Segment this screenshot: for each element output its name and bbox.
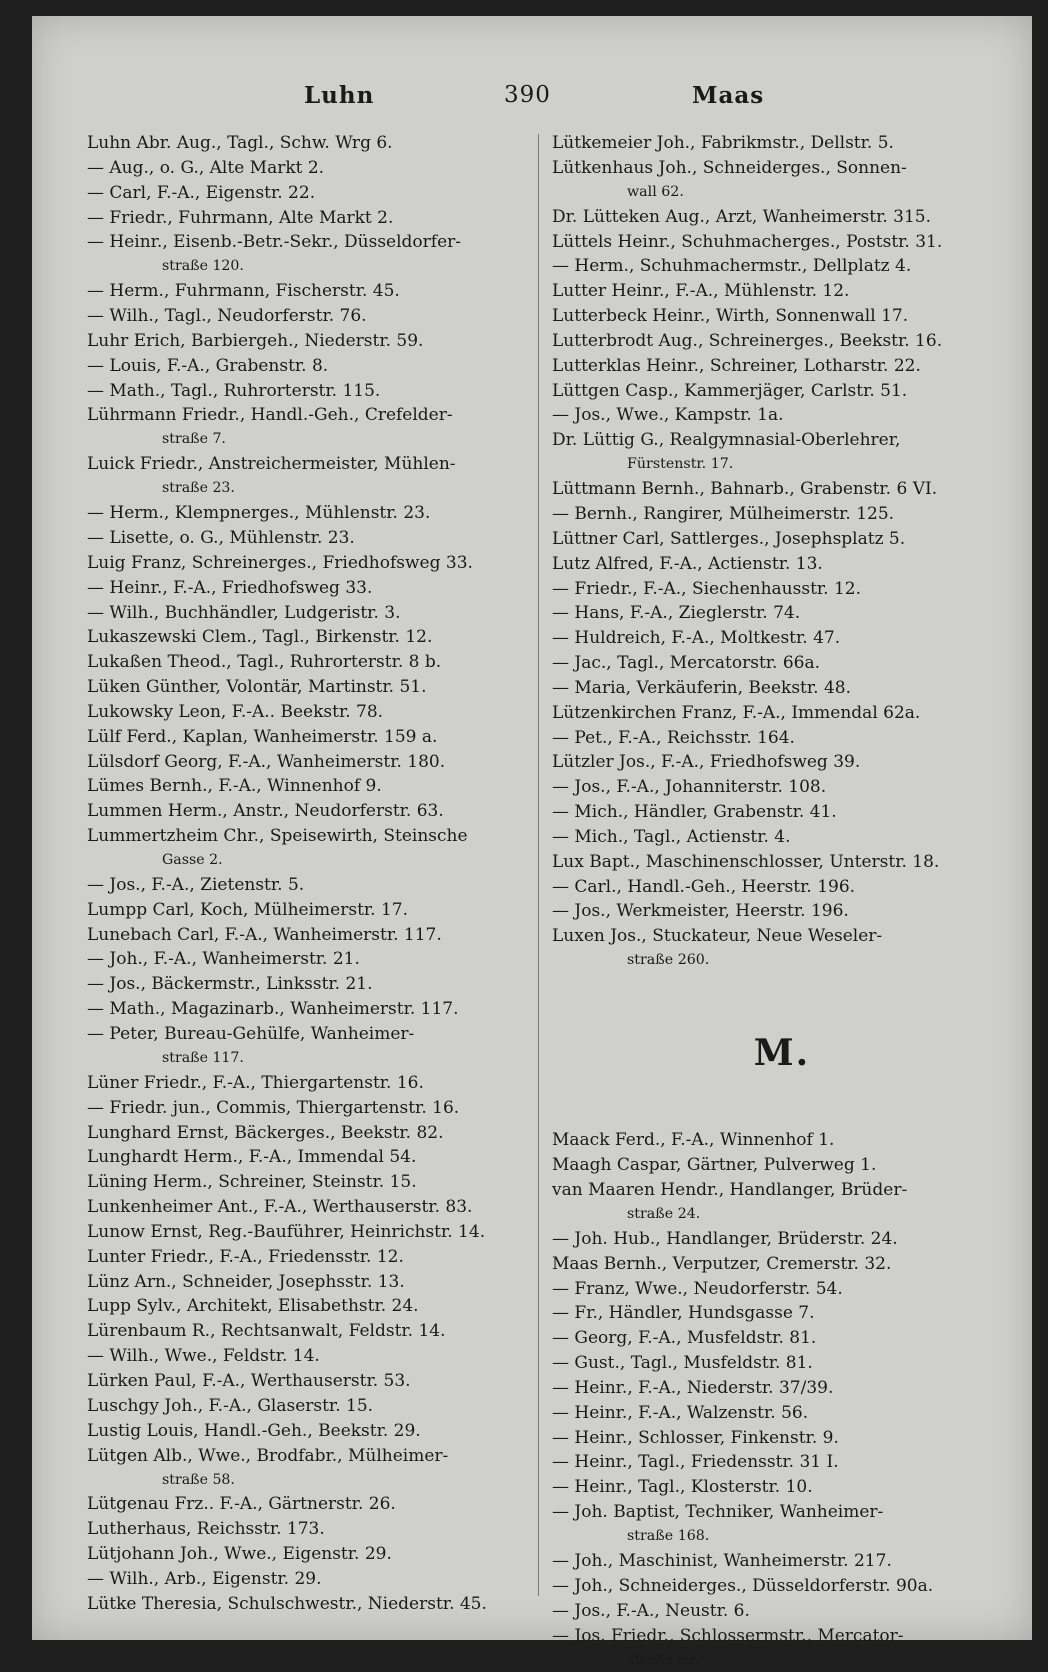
- directory-entry: [87, 1245, 535, 1269]
- entry-line: — Jos. Friedr., Schlossermstr., Mercator-: [552, 1625, 904, 1646]
- entry-line: — Fr., Händler, Hundsgasse 7.: [552, 1303, 815, 1324]
- entry-line: Lunow Ernst, Reg.-Bauführer, Heinrichstr. 14.: [87, 1221, 486, 1242]
- directory-entry: [552, 1128, 1012, 1152]
- entry-line: Lüttner Carl, Sattlerges., Josephsplatz 5.: [552, 528, 906, 549]
- directory-entry: [87, 1170, 535, 1194]
- directory-entry: [552, 1599, 1012, 1623]
- directory-entry: [552, 800, 1012, 824]
- directory-entry: [552, 1351, 1012, 1375]
- directory-entry: [87, 1542, 535, 1566]
- directory-entry: [552, 750, 1012, 774]
- entry-line: — Maria, Verkäuferin, Beekstr. 48.: [552, 677, 851, 698]
- entry-line: — Heinr., F.-A., Friedhofsweg 33.: [87, 577, 373, 598]
- directory-entry: [87, 230, 535, 278]
- directory-entry: [552, 1500, 1012, 1548]
- directory-entry: [87, 947, 535, 971]
- directory-entry: [87, 1121, 535, 1145]
- entry-continuation: straße 58.: [162, 1471, 235, 1488]
- directory-entry: [87, 1022, 535, 1070]
- entry-line: Lümes Bernh., F.-A., Winnenhof 9.: [87, 776, 382, 797]
- directory-entry: [87, 1071, 535, 1095]
- page-number: 390: [504, 82, 551, 108]
- entry-line: Lumpp Carl, Koch, Mülheimerstr. 17.: [87, 899, 408, 920]
- directory-entry: [552, 279, 1012, 303]
- directory-entry: [552, 1450, 1012, 1474]
- entry-line: Lülsdorf Georg, F.-A., Wanheimerstr. 180.: [87, 751, 446, 772]
- entry-line: Lüken Günther, Volontär, Martinstr. 51.: [87, 677, 427, 698]
- entry-line: Lummertzheim Chr., Speisewirth, Steinsche: [87, 826, 468, 847]
- header-right-keyword: Maas: [692, 82, 765, 109]
- directory-entry: [87, 824, 535, 872]
- directory-entry: [87, 1517, 535, 1541]
- entry-line: — Heinr., Tagl., Friedensstr. 31 I.: [552, 1452, 839, 1473]
- entry-line: — Mich., Tagl., Actienstr. 4.: [552, 826, 791, 847]
- directory-entry: [87, 601, 535, 625]
- entry-line: — Carl., Handl.-Geh., Heerstr. 196.: [552, 876, 856, 897]
- directory-entry: [87, 576, 535, 600]
- entry-line: Lutherhaus, Reichsstr. 173.: [87, 1519, 325, 1540]
- entry-line: — Gust., Tagl., Musfeldstr. 81.: [552, 1353, 813, 1374]
- left-column: [87, 131, 535, 1617]
- entry-line: Luick Friedr., Anstreichermeister, Mühlen-: [87, 454, 456, 475]
- directory-entry: [87, 700, 535, 724]
- column-divider: [538, 134, 539, 1596]
- directory-entry: [552, 1153, 1012, 1177]
- entry-line: — Carl, F.-A., Eigenstr. 22.: [87, 182, 316, 203]
- directory-entry: [87, 181, 535, 205]
- directory-entry: [87, 774, 535, 798]
- directory-entry: [552, 1227, 1012, 1251]
- directory-entry: [552, 304, 1012, 328]
- directory-entry: [552, 205, 1012, 229]
- section-letter: M.: [753, 1032, 811, 1075]
- directory-entry: [552, 626, 1012, 650]
- directory-entry: [87, 625, 535, 649]
- directory-entry: [87, 873, 535, 897]
- entry-line: — Joh., F.-A., Wanheimerstr. 21.: [87, 949, 360, 970]
- entry-line: — Lisette, o. G., Mühlenstr. 23.: [87, 527, 355, 548]
- directory-page: [32, 16, 1032, 1668]
- directory-entry: [552, 676, 1012, 700]
- entry-line: — Wilh., Wwe., Feldstr. 14.: [87, 1346, 320, 1367]
- entry-line: Dr. Lütteken Aug., Arzt, Wanheimerstr. 315.: [552, 206, 931, 227]
- directory-entry: [87, 1195, 535, 1219]
- directory-entry: [552, 875, 1012, 899]
- entry-continuation: straße 260.: [627, 952, 710, 969]
- directory-entry: [87, 156, 535, 180]
- directory-entry: [552, 1252, 1012, 1276]
- entry-line: Lutterbeck Heinr., Wirth, Sonnenwall 17.: [552, 306, 909, 327]
- entry-line: Lunghardt Herm., F.-A., Immendal 54.: [87, 1147, 417, 1168]
- entry-line: Luhn Abr. Aug., Tagl., Schw. Wrg 6.: [87, 133, 393, 153]
- entry-line: Lupp Sylv., Architekt, Elisabethstr. 24.: [87, 1296, 419, 1317]
- directory-entry: [552, 1475, 1012, 1499]
- entry-line: — Wilh., Tagl., Neudorferstr. 76.: [87, 306, 367, 327]
- directory-entry: [552, 1326, 1012, 1350]
- entry-line: — Jos., F.-A., Neustr. 6.: [552, 1600, 750, 1621]
- entry-line: Dr. Lüttig G., Realgymnasial-Oberlehrer,: [552, 430, 901, 451]
- directory-entry: [552, 924, 1012, 972]
- directory-entry: [87, 501, 535, 525]
- entry-line: Lukaßen Theod., Tagl., Ruhrorterstr. 8 b.: [87, 652, 442, 673]
- directory-entry: [552, 1178, 1012, 1226]
- header-left-keyword: Luhn: [304, 82, 375, 109]
- directory-entry: [87, 131, 535, 155]
- directory-entry: [552, 477, 1012, 501]
- entry-continuation: straße 117.: [162, 1050, 244, 1066]
- directory-entry: [552, 850, 1012, 874]
- entry-line: — Pet., F.-A., Reichsstr. 164.: [552, 727, 795, 748]
- entry-line: Lührmann Friedr., Handl.-Geh., Crefelder-: [87, 405, 453, 426]
- entry-line: — Jos., Werkmeister, Heerstr. 196.: [552, 901, 849, 922]
- entry-continuation: straße 168.: [627, 1528, 710, 1545]
- directory-entry: [87, 650, 535, 674]
- entry-line: Lutter Heinr., F.-A., Mühlenstr. 12.: [552, 281, 850, 302]
- directory-entry: [552, 403, 1012, 427]
- directory-entry: [552, 775, 1012, 799]
- directory-entry: [552, 601, 1012, 625]
- entry-line: — Mich., Händler, Grabenstr. 41.: [552, 802, 837, 823]
- directory-entry: [552, 577, 1012, 601]
- entry-line: — Joh. Baptist, Techniker, Wanheimer-: [552, 1502, 884, 1523]
- directory-entry: [552, 329, 1012, 353]
- entry-line: Luig Franz, Schreinerges., Friedhofsweg 33.: [87, 552, 473, 573]
- directory-entry: [87, 1145, 535, 1169]
- directory-entry: [87, 923, 535, 947]
- directory-entry: [87, 279, 535, 303]
- entry-line: Lütkemeier Joh., Fabrikmstr., Dellstr. 5.: [552, 133, 894, 153]
- entry-line: Luschgy Joh., F.-A., Glaserstr. 15.: [87, 1395, 374, 1416]
- entry-line: — Joh. Hub., Handlanger, Brüderstr. 24.: [552, 1228, 898, 1249]
- entry-line: Luxen Jos., Stuckateur, Neue Weseler-: [552, 926, 883, 947]
- directory-entry: [87, 526, 535, 550]
- entry-line: Lützenkirchen Franz, F.-A., Immendal 62a.: [552, 702, 921, 723]
- entry-line: — Herm., Fuhrmann, Fischerstr. 45.: [87, 281, 400, 302]
- entry-line: — Math., Magazinarb., Wanheimerstr. 117.: [87, 999, 459, 1020]
- directory-entry: [87, 1096, 535, 1120]
- entry-line: — Friedr. jun., Commis, Thiergartenstr. 16.: [87, 1097, 460, 1118]
- entry-line: — Jos., F.-A., Johanniterstr. 108.: [552, 777, 827, 798]
- entry-line: Lüttels Heinr., Schuhmacherges., Poststr. 31.: [552, 231, 943, 252]
- directory-entry: [552, 131, 1012, 155]
- directory-entry: [552, 428, 1012, 476]
- entry-line: Lüning Herm., Schreiner, Steinstr. 15.: [87, 1172, 417, 1193]
- entry-line: Lux Bapt., Maschinenschlosser, Unterstr. 18.: [552, 851, 940, 872]
- entry-line: — Franz, Wwe., Neudorferstr. 54.: [552, 1278, 843, 1299]
- directory-entry: [87, 1270, 535, 1294]
- entry-line: — Heinr., Tagl., Klosterstr. 10.: [552, 1477, 813, 1498]
- entry-line: — Math., Tagl., Ruhrorterstr. 115.: [87, 380, 381, 401]
- entry-line: Maagh Caspar, Gärtner, Pulverweg 1.: [552, 1155, 877, 1176]
- entry-continuation: Fürstenstr. 17.: [627, 456, 734, 473]
- directory-entry: [552, 1574, 1012, 1598]
- directory-entry: [552, 1301, 1012, 1325]
- directory-entry: [87, 997, 535, 1021]
- entry-line: Lüttmann Bernh., Bahnarb., Grabenstr. 6 VI.: [552, 479, 938, 500]
- directory-entry: [552, 156, 1012, 204]
- directory-entry: [552, 527, 1012, 551]
- entry-line: Lütke Theresia, Schulschwestr., Niederstr. 45.: [87, 1593, 487, 1614]
- directory-entry: [87, 1419, 535, 1443]
- directory-entry: [552, 254, 1012, 278]
- directory-entry: [552, 1549, 1012, 1573]
- entry-line: Lutterklas Heinr., Schreiner, Lotharstr. 22.: [552, 355, 921, 376]
- entry-line: Lutterbrodt Aug., Schreinerges., Beekstr. 16.: [552, 330, 943, 351]
- directory-entry: [87, 1319, 535, 1343]
- entry-line: — Georg, F.-A., Musfeldstr. 81.: [552, 1328, 817, 1349]
- entry-continuation: straße 24.: [627, 1206, 701, 1222]
- directory-entry: [552, 1277, 1012, 1301]
- entry-line: Lüner Friedr., F.-A., Thiergartenstr. 16.: [87, 1072, 424, 1093]
- entry-line: — Jac., Tagl., Mercatorstr. 66a.: [552, 653, 821, 674]
- directory-entry: [87, 1294, 535, 1318]
- entry-line: Lummen Herm., Anstr., Neudorferstr. 63.: [87, 801, 444, 822]
- directory-entry: [552, 1624, 1012, 1672]
- entry-continuation: wall 62.: [627, 183, 684, 200]
- directory-entry: [87, 799, 535, 823]
- directory-entry: [87, 1592, 535, 1616]
- directory-entry: [87, 403, 535, 451]
- entry-line: Lütjohann Joh., Wwe., Eigenstr. 29.: [87, 1544, 392, 1565]
- directory-entry: [87, 1369, 535, 1393]
- entry-continuation: straße 7.: [162, 431, 226, 448]
- entry-line: — Heinr., Schlosser, Finkenstr. 9.: [552, 1427, 839, 1448]
- directory-entry: [552, 701, 1012, 725]
- directory-entry: [87, 1220, 535, 1244]
- entry-line: Lutz Alfred, F.-A., Actienstr. 13.: [552, 553, 823, 574]
- right-column-entries: [552, 131, 1012, 972]
- directory-entry: [552, 502, 1012, 526]
- entry-line: — Heinr., F.-A., Niederstr. 37/39.: [552, 1377, 834, 1398]
- entry-line: — Friedr., Fuhrmann, Alte Markt 2.: [87, 207, 394, 228]
- entry-line: Lunter Friedr., F.-A., Friedensstr. 12.: [87, 1246, 404, 1267]
- entry-line: — Wilh., Buchhändler, Ludgeristr. 3.: [87, 602, 401, 623]
- entry-line: Lunghard Ernst, Bäckerges., Beekstr. 82.: [87, 1122, 444, 1143]
- entry-line: — Huldreich, F.-A., Moltkestr. 47.: [552, 628, 841, 649]
- entry-line: — Friedr., F.-A., Siechenhausstr. 12.: [552, 578, 861, 599]
- entry-line: Maack Ferd., F.-A., Winnenhof 1.: [552, 1130, 835, 1151]
- entry-continuation: straße 23.: [162, 480, 235, 497]
- directory-entry: [552, 1426, 1012, 1450]
- entry-line: — Jos., Bäckermstr., Linksstr. 21.: [87, 974, 373, 995]
- directory-entry: [87, 725, 535, 749]
- entry-line: Lüttgen Casp., Kammerjäger, Carlstr. 51.: [552, 380, 908, 401]
- entry-line: Lukaszewski Clem., Tagl., Birkenstr. 12.: [87, 627, 433, 648]
- directory-entry: [552, 1376, 1012, 1400]
- entry-line: Lülf Ferd., Kaplan, Wanheimerstr. 159 a.: [87, 726, 438, 747]
- entry-line: Lürken Paul, F.-A., Werthauserstr. 53.: [87, 1370, 411, 1391]
- directory-entry: [87, 329, 535, 353]
- entry-line: — Heinr., Eisenb.-Betr.-Sekr., Düsseldorfer-: [87, 232, 462, 253]
- right-column: [552, 131, 1012, 1672]
- directory-entry: [87, 551, 535, 575]
- entry-line: Lützler Jos., F.-A., Friedhofsweg 39.: [552, 752, 861, 773]
- directory-entry: [552, 825, 1012, 849]
- directory-entry: [87, 379, 535, 403]
- entry-line: Lütgenau Frz.. F.-A., Gärtnerstr. 26.: [87, 1494, 396, 1515]
- directory-entry: [87, 206, 535, 230]
- entry-line: Lunkenheimer Ant., F.-A., Werthauserstr. 83.: [87, 1197, 473, 1218]
- directory-entry: [87, 972, 535, 996]
- section-m-entries: [552, 1128, 1012, 1671]
- directory-entry: [552, 354, 1012, 378]
- entry-line: — Jos., F.-A., Zietenstr. 5.: [87, 874, 305, 895]
- entry-line: — Joh., Schneiderges., Düsseldorferstr. 90a.: [552, 1575, 934, 1596]
- directory-entry: [87, 1344, 535, 1368]
- entry-line: — Jos., Wwe., Kampstr. 1a.: [552, 405, 784, 426]
- directory-entry: [87, 1444, 535, 1492]
- entry-line: Lütgen Alb., Wwe., Brodfabr., Mülheimer-: [87, 1445, 449, 1466]
- directory-entry: [552, 379, 1012, 403]
- entry-line: Maas Bernh., Verputzer, Cremerstr. 32.: [552, 1253, 892, 1274]
- entry-line: Lunebach Carl, F.-A., Wanheimerstr. 117.: [87, 924, 442, 945]
- directory-entry: [87, 898, 535, 922]
- directory-entry: [552, 552, 1012, 576]
- entry-continuation: Gasse 2.: [162, 852, 223, 869]
- entry-line: van Maaren Hendr., Handlanger, Brüder-: [552, 1180, 908, 1200]
- entry-continuation: straße 120.: [162, 258, 244, 275]
- directory-entry: [552, 1401, 1012, 1425]
- entry-line: Lürenbaum R., Rechtsanwalt, Feldstr. 14.: [87, 1321, 446, 1342]
- directory-entry: [552, 230, 1012, 254]
- directory-entry: [87, 1567, 535, 1591]
- directory-entry: [87, 452, 535, 500]
- entry-line: Lütkenhaus Joh., Schneiderges., Sonnen-: [552, 157, 907, 178]
- entry-line: Luhr Erich, Barbiergeh., Niederstr. 59.: [87, 330, 424, 351]
- entry-line: — Herm., Schuhmachermstr., Dellplatz 4.: [552, 256, 912, 277]
- entry-line: — Joh., Maschinist, Wanheimerstr. 217.: [552, 1550, 892, 1571]
- directory-entry: [552, 726, 1012, 750]
- directory-entry: [87, 354, 535, 378]
- entry-line: — Hans, F.-A., Zieglerstr. 74.: [552, 603, 801, 624]
- entry-line: — Peter, Bureau-Gehülfe, Wanheimer-: [87, 1024, 415, 1044]
- directory-entry: [87, 1394, 535, 1418]
- page-header: [32, 82, 1032, 122]
- entry-line: — Aug., o. G., Alte Markt 2.: [87, 157, 325, 178]
- entry-line: — Herm., Klempnerges., Mühlenstr. 23.: [87, 503, 431, 524]
- directory-entry: [87, 750, 535, 774]
- entry-line: — Louis, F.-A., Grabenstr. 8.: [87, 355, 329, 376]
- entry-line: Lustig Louis, Handl.-Geh., Beekstr. 29.: [87, 1420, 421, 1441]
- directory-entry: [87, 675, 535, 699]
- entry-line: — Bernh., Rangirer, Mülheimerstr. 125.: [552, 503, 895, 524]
- directory-entry: [87, 304, 535, 328]
- directory-entry: [552, 651, 1012, 675]
- entry-line: Lünz Arn., Schneider, Josephsstr. 13.: [87, 1271, 405, 1292]
- entry-line: — Heinr., F.-A., Walzenstr. 56.: [552, 1402, 809, 1423]
- entry-line: — Wilh., Arb., Eigenstr. 29.: [87, 1568, 322, 1589]
- entry-line: Lukowsky Leon, F.-A.. Beekstr. 78.: [87, 701, 384, 722]
- directory-entry: [87, 1492, 535, 1516]
- entry-continuation: straße 62.: [627, 1651, 701, 1668]
- directory-entry: [552, 899, 1012, 923]
